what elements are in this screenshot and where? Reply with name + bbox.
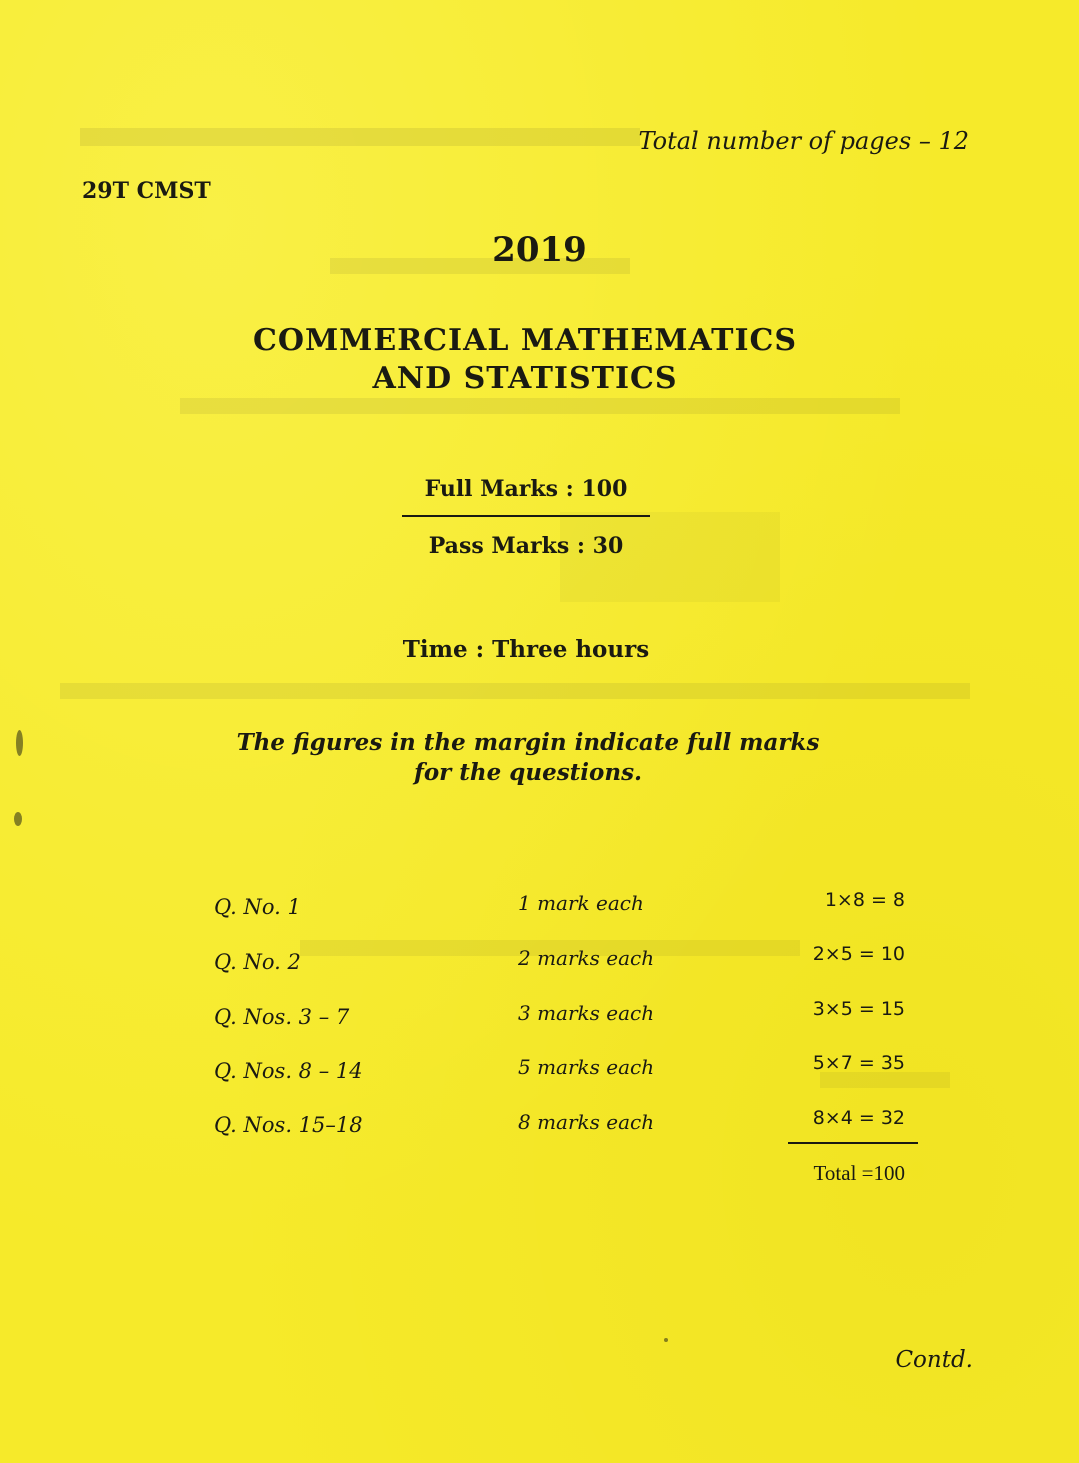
question-range: Q. No. 1	[214, 895, 301, 919]
paper-code: 29T CMST	[82, 178, 211, 204]
pass-marks: Pass Marks : 30	[428, 533, 624, 559]
bleed-through-mark	[60, 683, 970, 699]
continued-label: Contd.	[895, 1347, 973, 1373]
question-range: Q. No. 2	[214, 950, 301, 974]
exam-duration: Time : Three hours	[402, 636, 650, 663]
total-marks: Total =100	[813, 1161, 905, 1185]
bleed-through-mark	[820, 1072, 950, 1088]
question-range: Q. Nos. 8 – 14	[214, 1059, 363, 1083]
instructions-line2: for the questions.	[413, 759, 643, 786]
marks-calculation: 1×8 = 8	[824, 889, 905, 911]
subject-title-line2: AND STATISTICS	[372, 361, 678, 396]
question-range: Q. Nos. 3 – 7	[214, 1005, 350, 1029]
marks-divider	[402, 515, 650, 517]
marks-calculation: 5×7 = 35	[812, 1052, 905, 1074]
full-marks: Full Marks : 100	[424, 476, 628, 502]
instructions-line1: The figures in the margin indicate full marks	[236, 729, 820, 756]
total-pages-label: Total number of pages – 12	[638, 127, 969, 155]
bleed-through-mark	[80, 128, 640, 146]
subject-title	[0, 322, 1050, 398]
marks-calculation: 3×5 = 15	[812, 998, 905, 1020]
question-range: Q. Nos. 15–18	[214, 1113, 363, 1137]
total-divider	[788, 1142, 918, 1144]
marks-per-question: 5 marks each	[518, 1055, 655, 1079]
marks-per-question: 1 mark each	[518, 891, 644, 915]
marks-per-question: 2 marks each	[518, 946, 655, 970]
marks-per-question: 3 marks each	[518, 1001, 655, 1025]
binding-mark	[14, 812, 22, 826]
instructions	[0, 728, 1056, 788]
marks-calculation: 8×4 = 32	[812, 1107, 905, 1129]
paper-speck	[664, 1338, 668, 1342]
bleed-through-mark	[180, 398, 900, 414]
subject-title-line1: COMMERCIAL MATHEMATICS	[252, 323, 798, 358]
marks-per-question: 8 marks each	[518, 1110, 655, 1134]
exam-year: 2019	[492, 230, 587, 270]
marks-calculation: 2×5 = 10	[812, 943, 905, 965]
